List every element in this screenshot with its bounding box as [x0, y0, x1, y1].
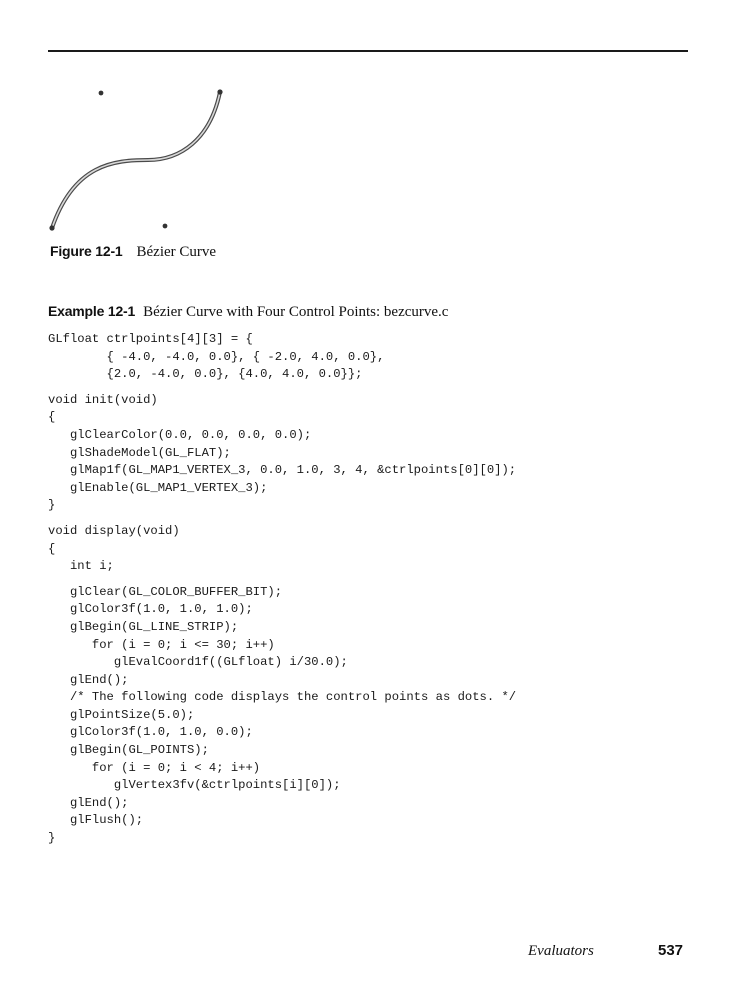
code-line: { -4.0, -4.0, 0.0}, { -2.0, 4.0, 0.0}, — [48, 349, 385, 364]
code-line: glColor3f(1.0, 1.0, 0.0); — [48, 725, 253, 740]
code-line: glEvalCoord1f((GLfloat) i/30.0); — [48, 655, 348, 670]
code-line: for (i = 0; i <= 30; i++) — [48, 637, 275, 652]
code-line: glVertex3fv(&ctrlpoints[i][0]); — [48, 778, 341, 793]
code-line: glColor3f(1.0, 1.0, 1.0); — [48, 602, 253, 617]
code-line: glFlush(); — [48, 813, 144, 828]
bezier-curve — [52, 92, 220, 228]
code-line: glEnd(); — [48, 795, 129, 810]
code-line: GLfloat ctrlpoints[4][3] = { — [48, 332, 253, 346]
code-line: glEnable(GL_MAP1_VERTEX_3); — [48, 480, 268, 495]
code-line: {2.0, -4.0, 0.0}, {4.0, 4.0, 0.0}}; — [48, 367, 363, 382]
bezier-curve-figure — [40, 80, 240, 240]
code-line: int i; — [48, 559, 114, 574]
control-point-3 — [163, 224, 168, 229]
code-line: for (i = 0; i < 4; i++) — [48, 760, 261, 775]
figure-title: Bézier Curve — [136, 244, 217, 260]
code-line: glPointSize(5.0); — [48, 707, 195, 722]
code-line: void display(void) — [48, 523, 180, 538]
code-line — [48, 515, 516, 523]
control-point-1 — [49, 225, 54, 230]
example-caption — [48, 303, 448, 321]
code-line — [48, 576, 516, 584]
page-number: 537 — [658, 942, 684, 959]
code-line: glShadeModel(GL_FLAT); — [48, 445, 231, 460]
control-point-2 — [99, 91, 104, 96]
code-line: glBegin(GL_POINTS); — [48, 743, 209, 758]
code-line: { — [48, 410, 56, 425]
code-line: { — [48, 541, 56, 556]
code-line: glClear(GL_COLOR_BUFFER_BIT); — [48, 584, 283, 599]
figure-label: Figure 12-1 — [50, 243, 123, 259]
example-label: Example 12-1 — [48, 303, 136, 319]
figure-caption — [50, 243, 216, 261]
code-line: glBegin(GL_LINE_STRIP); — [48, 619, 239, 634]
example-title: Bézier Curve with Four Control Points: bezcurve.c — [143, 304, 449, 320]
footer-chapter-title: Evaluators — [528, 943, 594, 959]
code-line: glEnd(); — [48, 672, 129, 687]
code-line: void init(void) — [48, 392, 158, 407]
code-line — [48, 384, 516, 392]
code-listing — [48, 331, 516, 848]
code-line: glClearColor(0.0, 0.0, 0.0, 0.0); — [48, 427, 312, 442]
code-line: /* The following code displays the control points as dots. */ — [48, 690, 517, 705]
code-line: } — [48, 498, 56, 513]
code-line: glMap1f(GL_MAP1_VERTEX_3, 0.0, 1.0, 3, 4, &ctrlpoints[0][0]); — [48, 463, 517, 478]
header-rule — [48, 50, 688, 52]
control-point-4 — [217, 89, 222, 94]
code-line: } — [48, 831, 56, 846]
